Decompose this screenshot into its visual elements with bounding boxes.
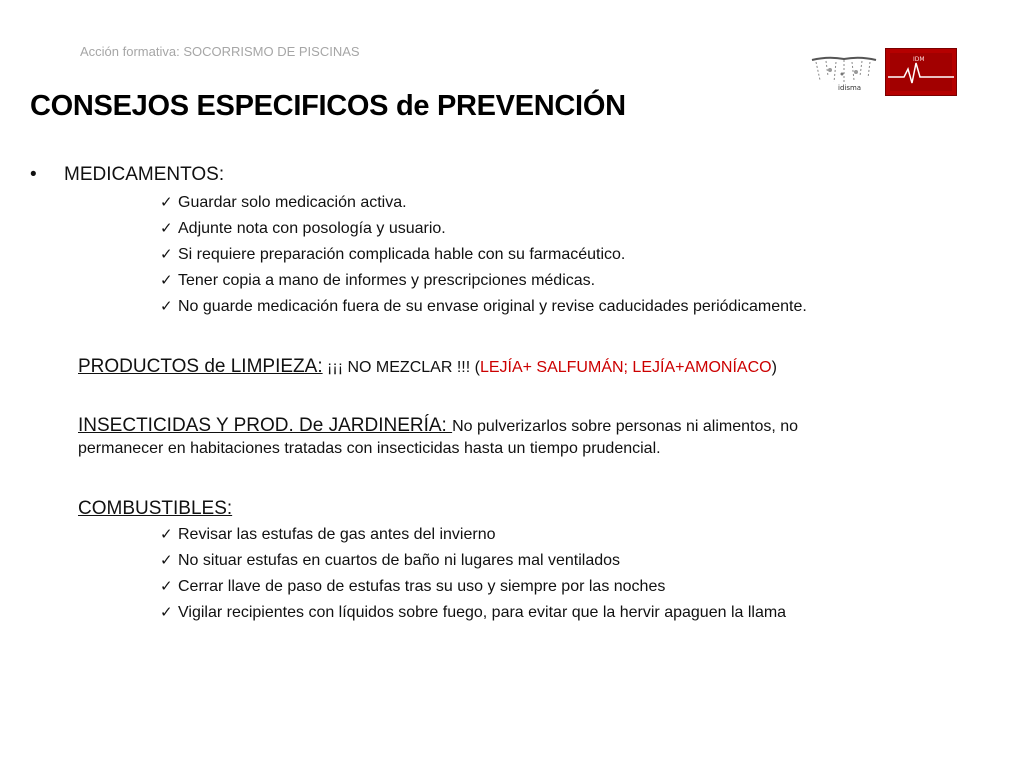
list-item — [160, 600, 786, 626]
list-item-text: Adjunte nota con posología y usuario. — [178, 220, 446, 237]
limpieza-warning: ¡¡¡ NO MEZCLAR !!! ( — [322, 359, 480, 376]
limpieza-section — [78, 356, 777, 378]
limpieza-label: PRODUCTOS de LIMPIEZA: — [78, 356, 323, 377]
list-item-text: Revisar las estufas de gas antes del invierno — [178, 526, 496, 543]
bullet-marker: • — [30, 164, 37, 185]
limpieza-close-paren: ) — [771, 359, 777, 376]
list-item-text: Cerrar llave de paso de estufas tras su uso y siempre por las noches — [178, 578, 666, 595]
list-item — [160, 190, 807, 216]
checkmark-icon: ✓ — [160, 298, 173, 315]
list-item — [160, 242, 807, 268]
course-header-note: Acción formativa: SOCORRISMO DE PISCINAS — [80, 44, 360, 59]
idisma-logo-text: idisma — [838, 84, 862, 92]
list-item-text: Tener copia a mano de informes y prescripciones médicas. — [178, 272, 596, 289]
checkmark-icon: ✓ — [160, 220, 173, 237]
page-title: CONSEJOS ESPECIFICOS de PREVENCIÓN — [30, 90, 626, 122]
list-item — [160, 548, 786, 574]
list-item-text: No situar estufas en cuartos de baño ni lugares mal ventilados — [178, 552, 621, 569]
insecticidas-text-1: No pulverizarlos sobre personas ni alimentos, no — [452, 418, 799, 435]
insecticidas-section — [78, 415, 978, 459]
medicamentos-heading — [30, 164, 224, 186]
insecticidas-label: INSECTICIDAS Y PROD. De JARDINERÍA: — [78, 415, 453, 436]
checkmark-icon: ✓ — [160, 578, 173, 595]
checkmark-icon: ✓ — [160, 246, 173, 263]
logo-group — [808, 46, 958, 96]
checkmark-icon: ✓ — [160, 526, 173, 543]
insecticidas-text-2: permanecer en habitaciones tratadas con insecticidas hasta un tiempo prudencial. — [78, 440, 661, 457]
combustibles-heading — [78, 498, 232, 520]
checkmark-icon: ✓ — [160, 604, 173, 621]
list-item — [160, 522, 786, 548]
medicamentos-label: MEDICAMENTOS: — [64, 164, 225, 185]
medicamentos-list — [160, 190, 807, 320]
checkmark-icon: ✓ — [160, 194, 173, 211]
list-item — [160, 574, 786, 600]
combustibles-label: COMBUSTIBLES: — [78, 498, 233, 519]
idm-logo-text: IDM — [913, 56, 925, 63]
list-item-text: Guardar solo medicación activa. — [178, 194, 407, 211]
list-item — [160, 216, 807, 242]
checkmark-icon: ✓ — [160, 272, 173, 289]
list-item-text: Vigilar recipientes con líquidos sobre fuego, para evitar que la hervir apaguen la llama — [178, 604, 787, 621]
list-item — [160, 294, 807, 320]
list-item-text: Si requiere preparación complicada hable con su farmacéutico. — [178, 246, 626, 263]
list-item — [160, 268, 807, 294]
checkmark-icon: ✓ — [160, 552, 173, 569]
combustibles-list — [160, 522, 786, 626]
limpieza-mix-examples: LEJÍA+ SALFUMÁN; LEJÍA+AMONÍACO — [479, 359, 772, 376]
idm-logo — [885, 48, 957, 96]
idisma-logo — [808, 50, 880, 92]
list-item-text: No guarde medicación fuera de su envase original y revise caducidades periódicamente. — [178, 298, 807, 315]
